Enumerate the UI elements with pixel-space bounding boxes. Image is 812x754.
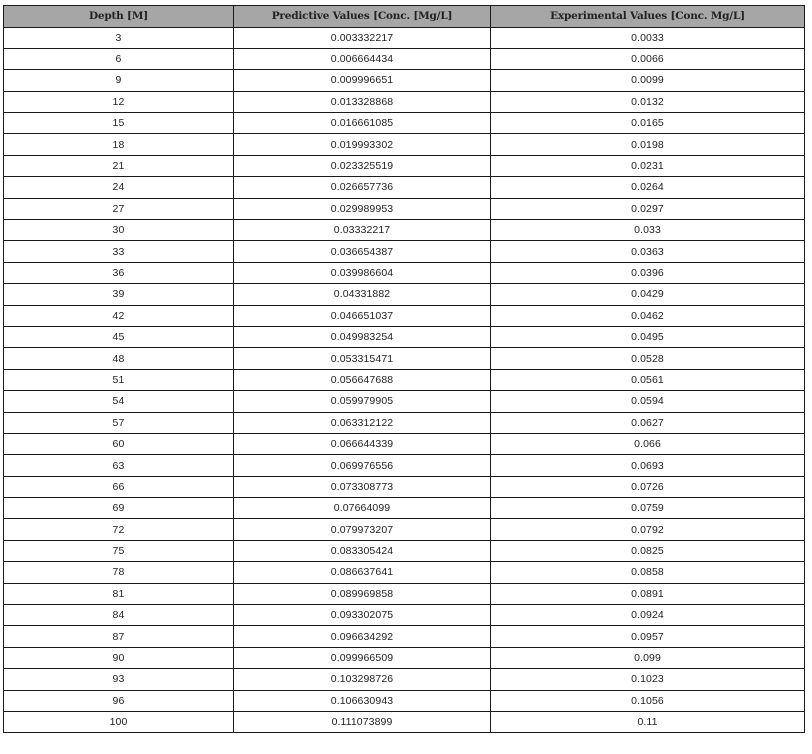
cell-depth: 87 (4, 626, 234, 647)
cell-depth: 100 (4, 712, 234, 733)
cell-predictive-value: 0.066644339 (234, 433, 491, 454)
cell-predictive-value: 0.013328868 (234, 91, 491, 112)
table-row (4, 412, 805, 433)
cell-depth: 9 (4, 70, 234, 91)
cell-predictive-value: 0.04331882 (234, 284, 491, 305)
cell-experimental-value: 0.11 (491, 712, 805, 733)
header-depth: Depth [M] (4, 6, 234, 28)
cell-predictive-value: 0.069976556 (234, 455, 491, 476)
cell-predictive-value: 0.053315471 (234, 348, 491, 369)
cell-experimental-value: 0.0462 (491, 305, 805, 326)
table-row (4, 498, 805, 519)
cell-predictive-value: 0.026657736 (234, 177, 491, 198)
cell-depth: 75 (4, 540, 234, 561)
table-body (4, 27, 805, 733)
cell-experimental-value: 0.099 (491, 647, 805, 668)
cell-depth: 18 (4, 134, 234, 155)
table-row (4, 48, 805, 69)
cell-experimental-value: 0.0561 (491, 369, 805, 390)
cell-experimental-value: 0.0396 (491, 262, 805, 283)
table-row (4, 177, 805, 198)
cell-predictive-value: 0.046651037 (234, 305, 491, 326)
table-row (4, 647, 805, 668)
table-row (4, 669, 805, 690)
cell-depth: 63 (4, 455, 234, 476)
cell-depth: 90 (4, 647, 234, 668)
table-row (4, 583, 805, 604)
cell-predictive-value: 0.093302075 (234, 605, 491, 626)
table-row (4, 91, 805, 112)
table-row (4, 690, 805, 711)
cell-depth: 27 (4, 198, 234, 219)
table-row (4, 220, 805, 241)
table-row (4, 27, 805, 48)
cell-experimental-value: 0.0198 (491, 134, 805, 155)
cell-predictive-value: 0.063312122 (234, 412, 491, 433)
table-row (4, 605, 805, 626)
cell-depth: 45 (4, 326, 234, 347)
cell-depth: 54 (4, 391, 234, 412)
header-predictive-values: Predictive Values [Conc. [Mg/L] (234, 6, 491, 28)
cell-depth: 21 (4, 155, 234, 176)
cell-experimental-value: 0.066 (491, 433, 805, 454)
cell-predictive-value: 0.03332217 (234, 220, 491, 241)
cell-predictive-value: 0.039986604 (234, 262, 491, 283)
cell-predictive-value: 0.079973207 (234, 519, 491, 540)
cell-experimental-value: 0.0066 (491, 48, 805, 69)
table-row (4, 326, 805, 347)
cell-predictive-value: 0.003332217 (234, 27, 491, 48)
data-table-container (3, 5, 804, 733)
cell-experimental-value: 0.0594 (491, 391, 805, 412)
table-row (4, 369, 805, 390)
cell-depth: 78 (4, 562, 234, 583)
cell-predictive-value: 0.073308773 (234, 476, 491, 497)
cell-predictive-value: 0.089969858 (234, 583, 491, 604)
table-row (4, 70, 805, 91)
cell-experimental-value: 0.033 (491, 220, 805, 241)
cell-predictive-value: 0.019993302 (234, 134, 491, 155)
cell-experimental-value: 0.0627 (491, 412, 805, 433)
cell-predictive-value: 0.056647688 (234, 369, 491, 390)
cell-experimental-value: 0.0759 (491, 498, 805, 519)
cell-depth: 36 (4, 262, 234, 283)
cell-depth: 66 (4, 476, 234, 497)
table-row (4, 155, 805, 176)
cell-depth: 84 (4, 605, 234, 626)
cell-depth: 60 (4, 433, 234, 454)
cell-predictive-value: 0.083305424 (234, 540, 491, 561)
cell-depth: 93 (4, 669, 234, 690)
table-row (4, 198, 805, 219)
cell-experimental-value: 0.0693 (491, 455, 805, 476)
depth-concentration-table (3, 5, 805, 733)
cell-depth: 12 (4, 91, 234, 112)
table-row (4, 626, 805, 647)
cell-experimental-value: 0.0726 (491, 476, 805, 497)
table-row (4, 433, 805, 454)
cell-predictive-value: 0.023325519 (234, 155, 491, 176)
cell-depth: 33 (4, 241, 234, 262)
cell-depth: 3 (4, 27, 234, 48)
cell-experimental-value: 0.0528 (491, 348, 805, 369)
cell-predictive-value: 0.099966509 (234, 647, 491, 668)
table-row (4, 305, 805, 326)
cell-depth: 57 (4, 412, 234, 433)
cell-predictive-value: 0.086637641 (234, 562, 491, 583)
table-row (4, 540, 805, 561)
cell-depth: 30 (4, 220, 234, 241)
table-header-row (4, 6, 805, 28)
table-row (4, 113, 805, 134)
table-row (4, 455, 805, 476)
cell-experimental-value: 0.0363 (491, 241, 805, 262)
table-row (4, 284, 805, 305)
table-row (4, 241, 805, 262)
cell-depth: 48 (4, 348, 234, 369)
table-row (4, 134, 805, 155)
cell-experimental-value: 0.0297 (491, 198, 805, 219)
cell-predictive-value: 0.059979905 (234, 391, 491, 412)
cell-experimental-value: 0.1056 (491, 690, 805, 711)
cell-experimental-value: 0.0891 (491, 583, 805, 604)
cell-experimental-value: 0.0132 (491, 91, 805, 112)
table-row (4, 391, 805, 412)
cell-experimental-value: 0.0033 (491, 27, 805, 48)
cell-experimental-value: 0.0825 (491, 540, 805, 561)
cell-experimental-value: 0.0957 (491, 626, 805, 647)
cell-predictive-value: 0.049983254 (234, 326, 491, 347)
cell-predictive-value: 0.103298726 (234, 669, 491, 690)
cell-depth: 81 (4, 583, 234, 604)
cell-predictive-value: 0.07664099 (234, 498, 491, 519)
cell-predictive-value: 0.006664434 (234, 48, 491, 69)
cell-experimental-value: 0.0165 (491, 113, 805, 134)
cell-depth: 42 (4, 305, 234, 326)
cell-predictive-value: 0.016661085 (234, 113, 491, 134)
cell-predictive-value: 0.036654387 (234, 241, 491, 262)
cell-predictive-value: 0.096634292 (234, 626, 491, 647)
cell-depth: 96 (4, 690, 234, 711)
table-row (4, 519, 805, 540)
cell-depth: 15 (4, 113, 234, 134)
cell-experimental-value: 0.0495 (491, 326, 805, 347)
cell-depth: 51 (4, 369, 234, 390)
cell-depth: 72 (4, 519, 234, 540)
cell-experimental-value: 0.0924 (491, 605, 805, 626)
cell-experimental-value: 0.0264 (491, 177, 805, 198)
cell-depth: 6 (4, 48, 234, 69)
cell-predictive-value: 0.106630943 (234, 690, 491, 711)
cell-experimental-value: 0.1023 (491, 669, 805, 690)
cell-predictive-value: 0.009996651 (234, 70, 491, 91)
table-row (4, 562, 805, 583)
table-row (4, 712, 805, 733)
header-experimental-values: Experimental Values [Conc. Mg/L] (491, 6, 805, 28)
cell-experimental-value: 0.0858 (491, 562, 805, 583)
cell-experimental-value: 0.0792 (491, 519, 805, 540)
cell-predictive-value: 0.029989953 (234, 198, 491, 219)
cell-depth: 24 (4, 177, 234, 198)
table-row (4, 348, 805, 369)
table-row (4, 262, 805, 283)
cell-depth: 39 (4, 284, 234, 305)
cell-predictive-value: 0.111073899 (234, 712, 491, 733)
cell-experimental-value: 0.0429 (491, 284, 805, 305)
table-row (4, 476, 805, 497)
cell-experimental-value: 0.0099 (491, 70, 805, 91)
cell-experimental-value: 0.0231 (491, 155, 805, 176)
cell-depth: 69 (4, 498, 234, 519)
